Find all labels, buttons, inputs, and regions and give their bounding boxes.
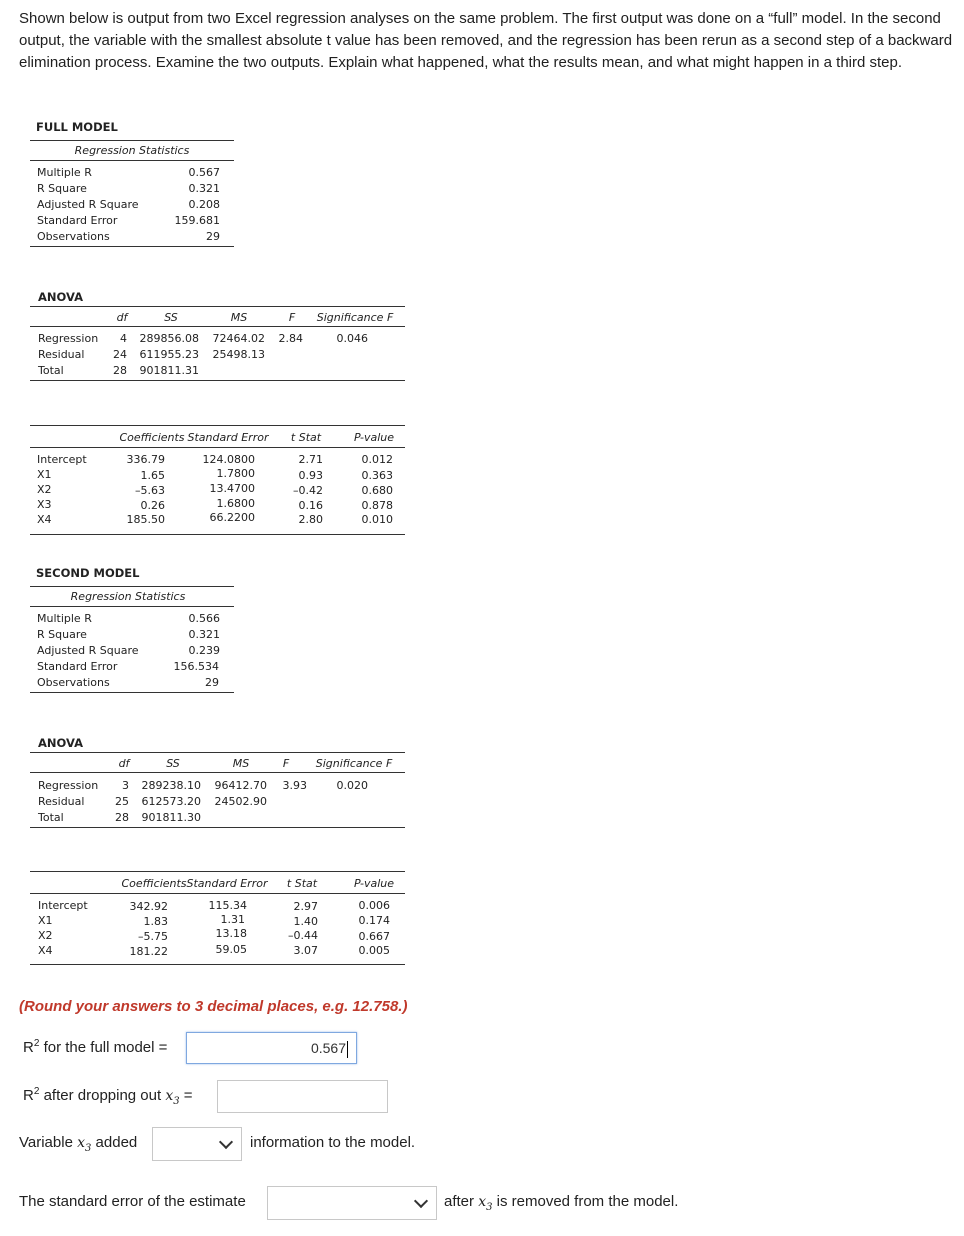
coef-row-label: X4 [37,513,52,526]
coef-p: 0.005 [358,944,390,957]
stat-label: Multiple R [37,166,92,179]
stat-label: Standard Error [37,214,118,227]
coef-se: 1.31 [220,913,245,926]
col-header: MS [232,757,250,770]
coef-se: 59.05 [215,943,247,956]
col-header: Significance F [316,311,394,324]
anova-ss: 289238.10 [141,779,201,792]
coef-p: 0.012 [361,453,393,466]
input-value: 0.567 [310,1040,346,1056]
stat-value: 156.534 [173,660,219,673]
stat-value: 159.681 [174,214,220,227]
col-header: P-value [353,431,395,444]
x3-variable: $x_3$ [478,1194,493,1213]
problem-intro: Shown below is output from two Excel regression analyses on the same problem. The first output was done on a “full” model. In the second output, the variable with the smallest absolute t value has been removed, and the regression has been rerun as a second step of a backward elimination process. Examine the two outputs. Explain what happened, what the results mean, and what might happen in a third step. [19,10,953,71]
coef-p: 0.680 [361,484,393,497]
coef-t: 2.71 [298,453,323,466]
coef-t: 0.93 [298,469,323,482]
anova-f: 2.84 [278,332,303,345]
stat-value: 0.567 [188,166,220,179]
coef-se: 1.7800 [216,467,255,480]
coef-row-label: Intercept [38,899,88,912]
col-header: df [116,311,128,324]
coef-value: 336.79 [126,453,165,466]
x3-variable: $x_3$ [165,1088,180,1107]
full-anova-title: ANOVA [38,290,84,304]
coef-p: 0.878 [361,499,393,512]
anova-df: 28 [115,811,129,824]
second-anova-title: ANOVA [38,736,84,750]
anova-row-label: Total [38,364,64,377]
question-mid: added [95,1134,138,1151]
stat-label: Observations [37,230,110,243]
coef-value: 181.22 [129,945,168,958]
coef-se: 66.2200 [209,511,255,524]
coef-value: –5.63 [135,484,165,497]
stat-value: 0.321 [188,182,220,195]
coef-se: 13.4700 [209,482,255,495]
anova-ss: 289856.08 [139,332,199,345]
r2-after-drop-input[interactable] [217,1080,388,1113]
coef-p: 0.006 [358,899,390,912]
second-regression-statistics [30,586,234,696]
full-model-title: FULL MODEL [36,120,118,134]
anova-ms: 25498.13 [212,348,265,361]
information-added-select[interactable] [152,1127,242,1161]
col-header: Standard Error [187,431,269,444]
r-squared-symbol: $R^2$ [23,1038,40,1056]
stat-label: R Square [37,628,87,641]
coef-value: 0.26 [140,499,165,512]
r2-full-model-input[interactable] [186,1032,357,1064]
question-prefix: Variable [19,1134,73,1151]
coef-t: 2.80 [298,513,323,526]
anova-sig: 0.020 [336,779,368,792]
col-header: F [288,311,296,324]
col-header: t Stat [286,877,318,890]
anova-ms: 96412.70 [214,779,267,792]
coef-value: 342.92 [129,900,168,913]
full-coefficients-table [30,425,405,537]
anova-df: 24 [113,348,127,361]
anova-row-label: Regression [38,779,99,792]
stat-label: Adjusted R Square [37,644,139,657]
col-header: F [282,757,290,770]
full-regression-statistics [30,140,234,250]
col-header: MS [230,311,248,324]
anova-ms: 72464.02 [212,332,265,345]
coef-value: 1.65 [140,469,165,482]
col-header: Coefficients [119,431,185,444]
rounding-instruction: (Round your answers to 3 decimal places, e.g. 12.758.) [19,998,408,1015]
coef-t: –0.44 [288,929,318,942]
anova-ss: 901811.31 [139,364,199,377]
question-standard-error-suffix [444,1193,678,1213]
standard-error-change-select[interactable] [267,1186,437,1220]
question-r2-after-drop: $R^2$ after dropping out $x_3$ = [23,1086,193,1107]
chevron-down-icon [414,1194,428,1208]
coef-p: 0.363 [361,469,393,482]
stat-value: 29 [205,676,219,689]
anova-df: 28 [113,364,127,377]
reg-stats-header: Regression Statistics [74,144,190,157]
coef-se: 124.0800 [202,453,255,466]
coef-t: –0.42 [293,484,323,497]
r-squared-symbol: $R^2$ [23,1086,40,1104]
col-header: SS [166,757,180,770]
stat-value: 0.208 [188,198,220,211]
anova-df: 4 [120,332,127,345]
second-model-title: SECOND MODEL [36,566,140,580]
question-suffix: information to the model. [250,1134,416,1151]
coef-p: 0.667 [358,930,390,943]
question-label: after dropping out [43,1087,162,1104]
stat-value: 0.239 [188,644,220,657]
anova-row-label: Residual [38,795,85,808]
x3-variable: $x_3$ [77,1135,92,1154]
stat-label: Standard Error [37,660,118,673]
stat-label: Observations [37,676,110,689]
col-header: P-value [353,877,395,890]
reg-stats-header: Regression Statistics [70,590,186,603]
coef-se: 1.6800 [216,497,255,510]
anova-row-label: Total [38,811,64,824]
coef-value: 1.83 [143,915,168,928]
coef-se: 13.18 [215,927,247,940]
question-r2-full [23,1038,167,1056]
coef-p: 0.010 [361,513,393,526]
anova-df: 25 [115,795,129,808]
stat-value: 29 [206,230,220,243]
coef-t: 3.07 [293,944,318,957]
coef-row-label: X2 [37,483,52,496]
anova-row-label: Regression [38,332,99,345]
col-header: SS [164,311,178,324]
coef-t: 0.16 [298,499,323,512]
coef-row-label: X3 [37,498,52,511]
anova-df: 3 [122,779,129,792]
col-header: Standard Error [186,877,268,890]
coef-p: 0.174 [358,914,390,927]
anova-sig: 0.046 [336,332,368,345]
col-header: Significance F [315,757,393,770]
full-anova-table [30,306,405,386]
coef-row-label: X1 [38,914,53,927]
col-header: t Stat [290,431,322,444]
coef-row-label: X1 [37,468,52,481]
question-end: is removed from the model. [496,1193,679,1210]
question-standard-error-prefix: The standard error of the estimate [19,1193,246,1210]
stat-label: Multiple R [37,612,92,625]
stat-value: 0.321 [188,628,220,641]
col-header: Coefficients [121,877,187,890]
col-header: df [118,757,130,770]
question-label: for the full model = [43,1039,168,1056]
coef-row-label: X4 [38,944,53,957]
coef-row-label: Intercept [37,453,87,466]
text-caret [347,1041,348,1058]
second-coefficients-table [30,871,405,967]
coef-se: 115.34 [208,899,247,912]
anova-ms: 24502.90 [214,795,267,808]
coef-value: 185.50 [126,513,165,526]
question-suffix: after [444,1193,475,1210]
stat-label: R Square [37,182,87,195]
anova-row-label: Residual [38,348,85,361]
coef-t: 2.97 [293,900,318,913]
coef-t: 1.40 [293,915,318,928]
second-anova-table [30,752,405,832]
coef-value: –5.75 [138,930,168,943]
anova-ss: 901811.30 [141,811,201,824]
question-variable-added [19,1134,137,1154]
anova-ss: 612573.20 [141,795,201,808]
stat-label: Adjusted R Square [37,198,139,211]
anova-ss: 611955.23 [139,348,199,361]
stat-value: 0.566 [188,612,220,625]
coef-row-label: X2 [38,929,53,942]
anova-f: 3.93 [282,779,307,792]
chevron-down-icon [219,1135,233,1149]
